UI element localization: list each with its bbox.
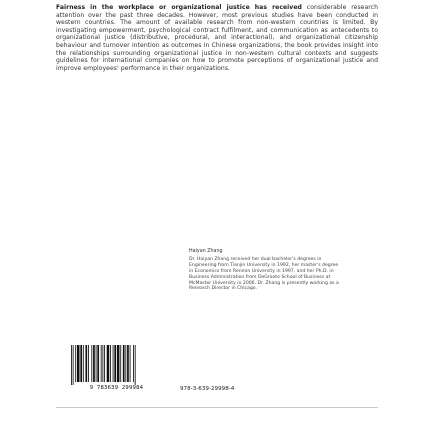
barcode-bar — [135, 345, 136, 385]
barcode-bar — [75, 345, 76, 382]
author-block — [56, 234, 378, 314]
barcode-bar — [127, 345, 129, 382]
barcode-bar — [97, 345, 99, 382]
description-lead: Fairness in the workplace or organizational justice has received — [56, 4, 302, 11]
barcode-bar — [102, 345, 103, 382]
barcode-digits: 9 783639 299984 — [89, 385, 144, 391]
barcode-bar — [114, 345, 116, 382]
barcode-bar — [123, 345, 125, 382]
isbn-number: 978-3-639-29998-4 — [180, 386, 235, 392]
barcode-bar — [120, 345, 121, 382]
barcode-bar — [117, 345, 120, 382]
barcode-bars — [69, 345, 164, 385]
barcode-bar — [80, 345, 82, 382]
barcode-bar — [88, 345, 89, 382]
author-name: Haiyan Zhang — [189, 249, 223, 254]
barcode-bar — [113, 345, 114, 382]
author-bio-block — [189, 249, 339, 292]
book-description — [56, 4, 378, 72]
barcode-bar — [125, 345, 126, 382]
barcode-bar — [96, 345, 97, 382]
barcode-bar — [104, 345, 105, 382]
barcode-bar — [91, 345, 92, 382]
bottom-divider — [56, 407, 378, 408]
author-bio: Dr. Haiyan Zhang received her dual bachelor's degrees in Engineering from Tianjin University in 1992, her master's degree in Economics from Renmin University in 1997, and her Ph.D. in Business Administration from DeGroote School of Business at McMaster University in 2006. Dr. Zhang is presently working as a Research Director in Chicago. — [189, 256, 339, 292]
barcode-bar — [101, 345, 102, 382]
barcode-bar — [110, 345, 111, 382]
barcode-bar — [83, 345, 84, 382]
barcode-bar — [85, 345, 87, 382]
description-body: considerable research attention over the past three decades. However, most previous studies have been conducted in western countries. The amount of available research from non-western countries is limited. By investigating empowerment, psychological contract fulfilment, and communication as antecedents to organizational justice (distributive, procedural, and interactional), and organizational citizenship behaviour and turnover intention as outcomes in Chinese organizations, the book provides insight into the relationships surrounding organizational justice in non-western cultural contexts and suggests guidelines for international companies on how to promote perceptions of organizational justice and improve employees' performance in their organizations. — [56, 4, 378, 72]
barcode-bar — [130, 345, 131, 382]
author-photo-area — [56, 234, 174, 314]
barcode-bar — [93, 345, 95, 382]
barcode-bar — [107, 345, 110, 382]
barcode-bar — [133, 345, 134, 382]
barcode-bar — [71, 345, 72, 385]
barcode-bar — [77, 345, 80, 382]
barcode — [69, 345, 164, 395]
barcode-bar — [73, 345, 74, 385]
